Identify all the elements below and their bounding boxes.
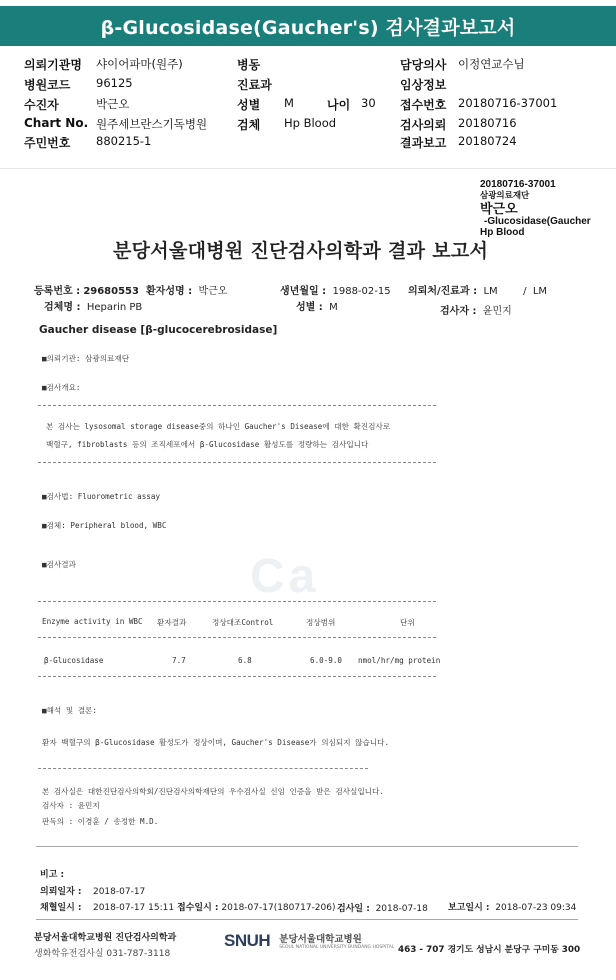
recipient-label: 수진자 — [24, 98, 59, 112]
collect-value: 2018-07-17 15:11 — [92, 903, 175, 913]
specimen-label: 검체 — [237, 118, 261, 132]
col-header-unit: 단위 — [400, 618, 415, 627]
overview-line-1: 본 검사는 lysosomal storage disease중의 하나인 Gaucher's Disease에 대한 확진검사로 — [46, 422, 391, 431]
section-interpretation: ■해석 및 결론: — [42, 706, 97, 715]
patient-name-value: 박근오 — [198, 286, 228, 297]
institution-value: 샤이어파마(원주) — [96, 57, 183, 71]
hospital-address: 463 - 707 경기도 성남시 분당구 구미동 300 — [398, 945, 581, 955]
footer-phone: 생화학유전검사실 031-787-3118 — [34, 949, 171, 959]
col-header-enzyme: Enzyme activity in WBC — [42, 617, 143, 626]
req-dept-value-1: LM — [483, 286, 498, 297]
hospital-code-label: 병원코드 — [24, 78, 71, 92]
footer-dept: 분당서울대학교병원 진단검사의학과 — [34, 933, 177, 943]
receive-value: 2018-07-17(180717-206) — [221, 903, 336, 913]
watermark-logo-icon: Ca — [250, 550, 320, 603]
collect-label: 채혈일시 : 2018-07-17 15:11 — [40, 903, 175, 913]
tester-line: 검사자 : 윤민지 — [42, 801, 100, 810]
result-row-range: 6.0-9.0 — [310, 656, 343, 665]
divider — [38, 768, 368, 769]
receipt-value: 20180716-37001 — [458, 96, 558, 110]
recipient-value: 박근오 — [96, 97, 130, 111]
stamp-patient-name: 박근오 — [480, 201, 518, 216]
report-time-value: 2018-07-23 09:34 — [495, 903, 577, 913]
request-label: 검사의뢰 — [400, 118, 447, 132]
stamp-lab-name: 삼광의료재단 — [480, 190, 530, 200]
report-value: 20180724 — [458, 134, 517, 148]
age-value: 30 — [361, 96, 376, 110]
disease-heading: Gaucher disease [β-glucocerebrosidase] — [39, 324, 278, 336]
result-row-unit: nmol/hr/mg protein — [358, 656, 441, 665]
report-time-label: 보고일시 : 2018-07-23 09:34 — [448, 903, 577, 913]
request-value: 20180716 — [458, 116, 517, 130]
hospital-logo — [224, 931, 394, 951]
logo-hospital-name: 분당서울대학교병원 — [279, 934, 362, 945]
section-method: ■검사법: Fluorometric assay — [42, 492, 161, 501]
reg-no-label: 등록번호 : 29680553 — [34, 286, 139, 297]
age-label: 나이 — [327, 98, 351, 112]
receipt-label: 접수번호 — [400, 98, 447, 112]
specimen-stamp — [480, 179, 591, 238]
stamp-specimen: Hp Blood — [480, 227, 525, 238]
chart-no-value: 원주세브란스기독병원 — [96, 117, 208, 131]
result-row-control: 6.8 — [238, 656, 252, 665]
req-dept-label: 의뢰처/진료과 : LM / LM — [408, 286, 548, 297]
test-date-value: 2018-07-18 — [375, 904, 428, 914]
doctor-value: 이정연교수님 — [458, 57, 525, 71]
test-date-label: 검사일 : 2018-07-18 — [337, 904, 428, 914]
hospital-code-value: 96125 — [96, 76, 133, 90]
divider — [38, 676, 436, 677]
sex-value: M — [284, 96, 294, 110]
section-institution: ■의뢰기관: 삼광의료재단 — [42, 354, 130, 363]
section-overview: ■검사개요: — [42, 383, 81, 392]
dob-label: 생년월일 : 1988-02-15 — [280, 286, 391, 297]
dept-label: 진료과 — [237, 78, 272, 92]
interpretation-text: 환자 백혈구의 β-Glucosidase 활성도가 정상이며, Gaucher's Disease가 의심되지 않습니다. — [42, 738, 390, 747]
req-date-label: 의뢰일자 : 2018-07-17 — [40, 887, 146, 897]
meta-panel — [0, 50, 616, 166]
divider — [38, 601, 436, 602]
section-specimen: ■검체: Peripheral blood, WBC — [42, 521, 167, 530]
report-title: β-Glucosidase(Gaucher's) 검사결과보고서 — [0, 6, 616, 46]
receive-label: 접수일시 : 2018-07-17(180717-206) — [177, 903, 336, 913]
rrn-label: 주민번호 — [24, 136, 71, 150]
clinical-label: 임상정보 — [400, 78, 447, 92]
rrn-value: 880215-1 — [96, 134, 152, 148]
divider — [36, 846, 578, 847]
specimen-name-label: 검체명 : Heparin PB — [44, 302, 143, 313]
reg-no-value: 29680553 — [83, 286, 139, 297]
doc-sex-value: M — [329, 302, 338, 313]
req-date-value: 2018-07-17 — [92, 887, 146, 897]
reader-line: 판독의 : 이경훈 / 송정한 M.D. — [42, 817, 159, 826]
remark-label: 비고 : — [40, 870, 65, 880]
patient-name-label: 환자성명 : 박근오 — [146, 286, 228, 297]
col-header-patient: 환자결과 — [157, 618, 187, 627]
result-row-patient: 7.7 — [172, 656, 186, 665]
sex-label: 성별 — [237, 98, 261, 112]
divider — [38, 637, 436, 638]
divider — [38, 462, 436, 463]
scanned-report — [0, 168, 616, 980]
section-result: ■검사결과 — [42, 560, 76, 569]
dob-value: 1988-02-15 — [332, 286, 391, 297]
document-title: 분당서울대병원 진단검사의학과 결과 보고서 — [113, 240, 489, 262]
result-row-enzyme: β-Glucosidase — [44, 656, 104, 665]
divider — [38, 405, 436, 406]
institution-label: 의뢰기관명 — [24, 58, 82, 72]
snuh-logo-icon: SNUH — [224, 931, 271, 950]
stamp-test-name: -Glucosidase(Gaucher — [484, 216, 591, 227]
col-header-range: 정상범위 — [306, 618, 336, 627]
col-header-control: 정상대조Control — [212, 618, 274, 627]
overview-line-2: 백혈구, fibroblasts 등의 조직세포에서 β-Glucosidase 활성도를 정량하는 검사입니다 — [46, 440, 369, 449]
divider — [36, 919, 578, 920]
specimen-name-value: Heparin PB — [86, 302, 143, 313]
report-label: 결과보고 — [400, 136, 447, 150]
ward-label: 병동 — [237, 58, 261, 72]
chart-no-label: Chart No. — [24, 116, 89, 130]
stamp-receipt-number: 20180716-37001 — [480, 179, 556, 190]
specimen-value: Hp Blood — [284, 116, 337, 130]
logo-hospital-subtitle: SEOUL NATIONAL UNIVERSITY BUNDANG HOSPITAL — [279, 945, 395, 950]
certification-text: 본 검사실은 대한진단검사의학회/진단검사의학재단의 우수검사실 신임 인증을 받은 검사실입니다. — [42, 787, 384, 796]
doc-tester-label: 검사자 : 윤민지 — [440, 306, 512, 317]
req-dept-value-2: LM — [532, 286, 548, 297]
doc-tester-value: 윤민지 — [482, 306, 512, 317]
doc-sex-label: 성별 : M — [296, 302, 338, 313]
doctor-label: 담당의사 — [400, 58, 447, 72]
